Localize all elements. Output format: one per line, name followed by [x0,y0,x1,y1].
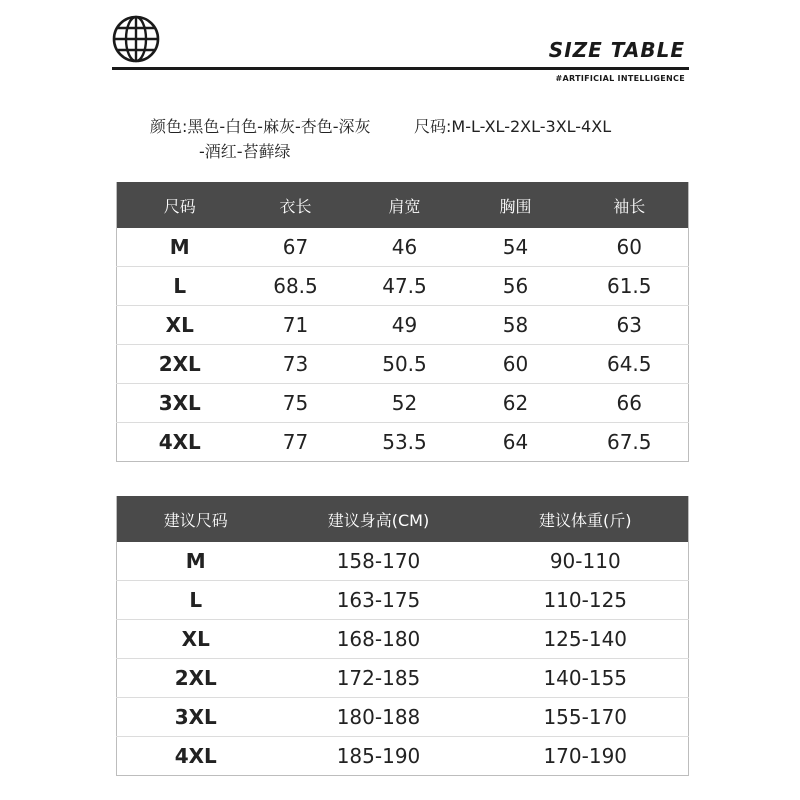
measure-value-cell: 62 [461,384,571,423]
sizes-label: 尺码: [414,117,452,136]
measure-value-cell: 56 [461,267,571,306]
fit-value-cell: 140-155 [483,659,689,698]
fit-size-cell: 3XL [117,698,275,737]
fit-value-cell: 185-190 [275,737,483,776]
measure-value-cell: 47.5 [349,267,461,306]
measure-value-cell: 58 [461,306,571,345]
measure-value-cell: 67.5 [571,423,689,462]
brand-subtitle: #ARTIFICIAL INTELLIGENCE [555,74,685,83]
measure-value-cell: 64.5 [571,345,689,384]
fit-header-cell: 建议体重(斤) [483,496,689,542]
page-title: SIZE TABLE [548,38,685,62]
measure-value-cell: 75 [243,384,349,423]
fit-value-cell: 180-188 [275,698,483,737]
fit-value-cell: 163-175 [275,581,483,620]
fit-header-cell: 建议尺码 [117,496,275,542]
measure-size-cell: 3XL [117,384,243,423]
measure-value-cell: 67 [282,235,309,259]
fit-value-cell: 158-170 [336,549,421,573]
measure-value-cell: 66 [571,384,689,423]
measure-value-cell: 73 [243,345,349,384]
fit-value-cell: 90-110 [549,549,621,573]
fit-size-cell: 4XL [117,737,275,776]
fit-size-cell: 2XL [117,659,275,698]
measure-row [117,345,689,384]
fit-value-cell: 170-190 [483,737,689,776]
globe-icon [111,14,161,64]
sizes-value: M-L-XL-2XL-3XL-4XL [451,117,612,136]
measure-size-cell: M [169,235,190,259]
measure-value-cell: 68.5 [243,267,349,306]
fit-size-cell: XL [117,620,275,659]
measure-row [117,306,689,345]
color-options [150,114,410,164]
measure-value-cell: 46 [391,235,418,259]
size-options [414,114,611,139]
measure-value-cell: 61.5 [571,267,689,306]
measure-value-cell: 64 [461,423,571,462]
fit-value-cell: 168-180 [275,620,483,659]
fit-size-cell: L [117,581,275,620]
measure-value-cell: 60 [461,345,571,384]
fit-recommendation-table [116,496,689,776]
colors-line-2: -酒红-苔藓绿 [199,142,291,161]
measure-header-cell: 衣长 [243,182,349,228]
fit-size-cell: M [185,549,206,573]
measure-row [117,384,689,423]
fit-value-cell: 110-125 [483,581,689,620]
measure-value-cell: 54 [502,235,529,259]
measure-value-cell: 53.5 [349,423,461,462]
measure-row [117,267,689,306]
measure-row [117,423,689,462]
fit-row [117,581,689,620]
measure-size-cell: 2XL [117,345,243,384]
measure-header-cell: 肩宽 [349,182,461,228]
measure-header-cell: 胸围 [461,182,571,228]
measure-value-cell: 49 [349,306,461,345]
measure-header-cell: 尺码 [117,182,243,228]
measure-size-cell: 4XL [117,423,243,462]
measure-value-cell: 60 [616,235,642,259]
fit-row [117,698,689,737]
measure-header-cell: 袖长 [571,182,689,228]
measure-size-cell: L [117,267,243,306]
fit-row [117,737,689,776]
colors-label: 颜色: [150,117,188,136]
fit-row [117,542,689,581]
measure-size-cell: XL [117,306,243,345]
fit-row [117,620,689,659]
measure-value-cell: 52 [349,384,461,423]
measure-value-cell: 77 [243,423,349,462]
measure-value-cell: 50.5 [349,345,461,384]
measurement-table [116,182,689,462]
fit-value-cell: 155-170 [483,698,689,737]
fit-value-cell: 125-140 [483,620,689,659]
colors-line-1: 黑色-白色-麻灰-杏色-深灰 [187,117,371,136]
fit-header-cell: 建议身高(CM) [275,496,483,542]
measure-row [117,228,689,267]
measure-header-row [117,182,689,228]
fit-header-row [117,496,689,542]
fit-value-cell: 172-185 [275,659,483,698]
fit-row [117,659,689,698]
header-divider [112,67,689,70]
measure-value-cell: 63 [571,306,689,345]
measure-value-cell: 71 [243,306,349,345]
